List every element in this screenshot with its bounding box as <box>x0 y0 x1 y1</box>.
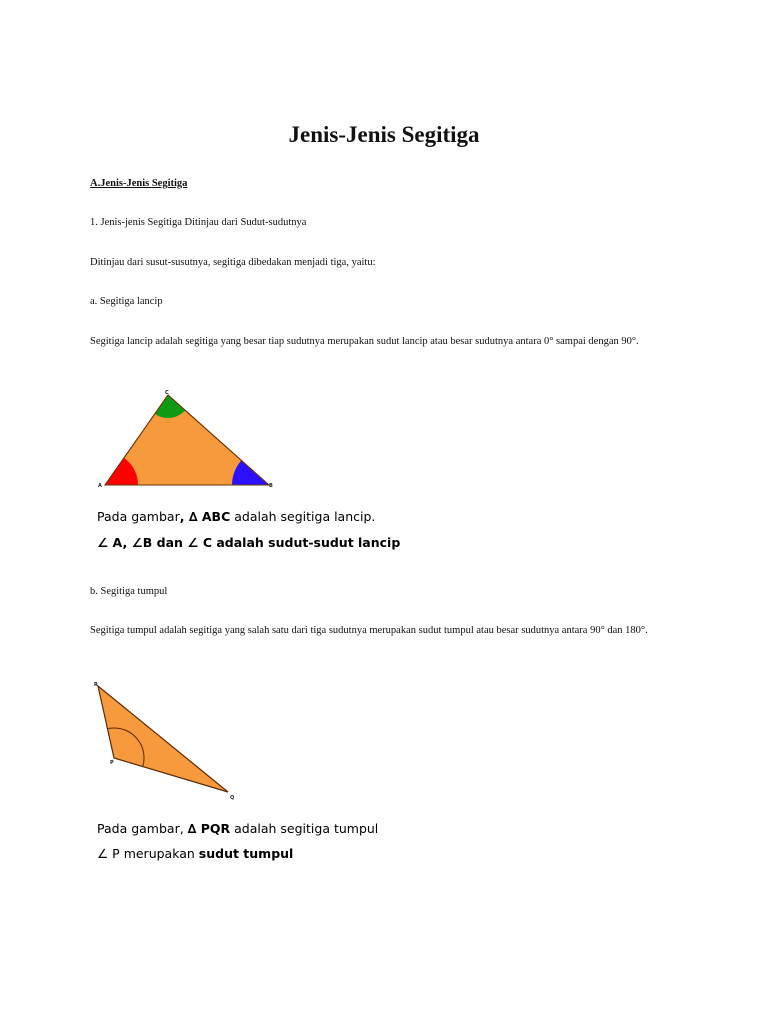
vertex-label-c: C <box>165 390 169 396</box>
obtuse-definition: Segitiga tumpul adalah segitiga yang salah satu dari tiga sudutnya merupakan sudut tumpul atau besar sudutnya antara 90° dan 180°. <box>90 625 648 636</box>
section-heading: A.Jenis-Jenis Segitiga <box>90 178 188 189</box>
acute-caption-line-2: ∠ A, ∠B dan ∠ C adalah sudut-sudut lancip <box>97 535 401 550</box>
intro-paragraph: Ditinjau dari susut-susutnya, segitiga dibedakan menjadi tiga, yaitu: <box>90 257 376 268</box>
obtuse-caption-line-1: Pada gambar, ∆ PQR adalah segitiga tumpul <box>97 821 379 836</box>
page-title: Jenis-Jenis Segitiga <box>288 122 480 147</box>
acute-caption-line-1: Pada gambar, ∆ ABC adalah segitiga lancip. <box>97 509 376 524</box>
obtuse-caption-line-2: ∠ P merupakan sudut tumpul <box>97 846 294 861</box>
vertex-label-a: A <box>98 483 102 489</box>
vertex-label-q: Q <box>230 795 235 801</box>
obtuse-triangle-shape <box>98 686 228 792</box>
obtuse-heading: b. Segitiga tumpul <box>90 586 168 597</box>
vertex-label-p: P <box>110 760 114 766</box>
vertex-label-b: B <box>269 483 273 489</box>
obtuse-triangle-figure <box>90 678 250 802</box>
subsection-heading: 1. Jenis-jenis Segitiga Ditinjau dari Sudut-sudutnya <box>90 217 307 228</box>
acute-triangle-figure <box>90 386 280 490</box>
acute-heading: a. Segitiga lancip <box>90 296 163 307</box>
acute-definition: Segitiga lancip adalah segitiga yang besar tiap sudutnya merupakan sudut lancip atau besar sudutnya antara 0° sampai dengan 90°. <box>90 336 639 347</box>
vertex-label-r: R <box>94 682 98 688</box>
